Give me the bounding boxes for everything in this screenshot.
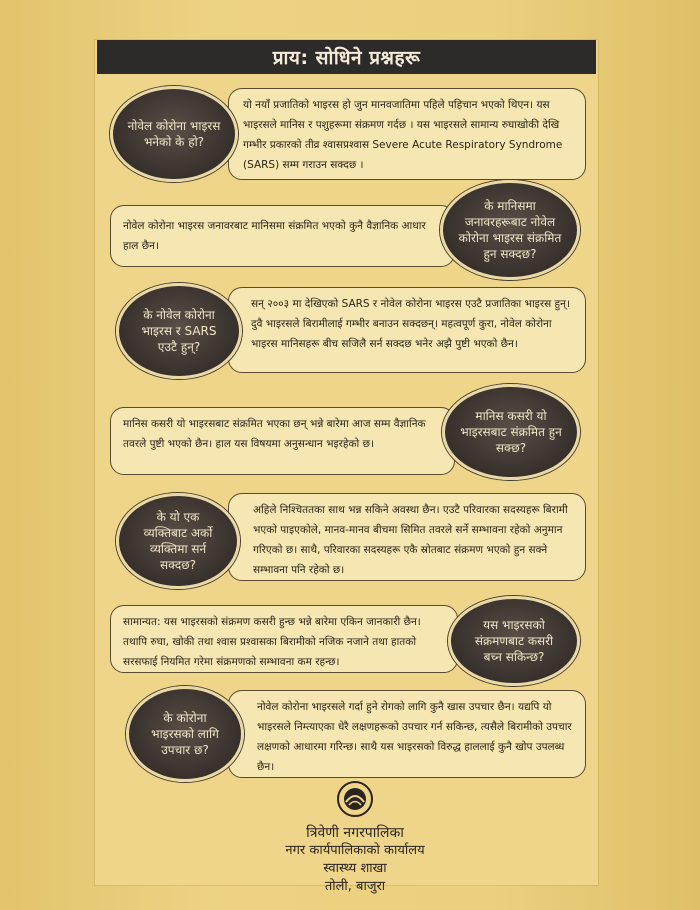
faq-answer-4 <box>110 407 455 475</box>
issuer-location: तोली, बाजुरा <box>324 879 386 894</box>
faq-answer-7 <box>228 690 586 778</box>
faq-answer-5-text: अहिले निश्चिततका साथ भन्न सकिने अवस्था छैन। एउटै परिवारका सदस्यहरू बिरामी भएको पाइएकोले, मानव-मानव बीचमा सिमित तवरले सर्ने सम्भावना रहेको अनुमान गरिएको छ। साथै, परिवारका सदस्यहरू एकै स्रोतबाट संक्रमण भएको हुन सक्ने सम्भावना पनि रहेको छ। <box>253 504 568 576</box>
faq-question-6-text: यस भाइरसको संक्रमणबाट कसरी बच्न सकिन्छ? <box>474 618 554 664</box>
issuer-branch: स्वास्थ्य शाखा <box>323 861 387 876</box>
faq-answer-4-text: मानिस कसरी यो भाइरसबाट संक्रमित भएका छन् भन्ने बारेमा आज सम्म वैज्ञानिक तवरले पुष्टी भएको छैन। हाल यस विषयमा अनुसन्धान भइरहेको छ। <box>123 418 426 450</box>
faq-question-5 <box>116 493 240 589</box>
poster-title: प्राय: सोधिने प्रश्नहरू <box>272 47 421 69</box>
faq-answer-6 <box>110 605 458 673</box>
faq-answer-1 <box>228 88 586 180</box>
faq-question-7 <box>126 686 244 782</box>
faq-question-4-text: मानिस कसरी यो भाइरसबाट संक्रमित हुन सक्छ? <box>460 409 562 455</box>
municipality-emblem-icon <box>336 780 374 818</box>
faq-question-5-text: के यो एक व्यक्तिबाट अर्को व्यक्तिमा सर्न सक्दछ? <box>143 510 213 572</box>
faq-question-1-text: नोवेल कोरोना भाइरस भनेको के हो? <box>127 119 221 149</box>
faq-question-2 <box>440 180 580 280</box>
faq-question-3-text: के नोवेल कोरोना भाइरस र SARS एउटै हुन्? <box>141 308 217 354</box>
issuer-block <box>270 780 440 896</box>
faq-answer-2 <box>110 205 455 267</box>
faq-answer-2-text: नोवेल कोरोना भाइरस जनावरबाट मानिसमा संक्रमित भएको कुनै वैज्ञानिक आधार हाल छैन। <box>123 220 426 252</box>
faq-question-2-text: के मानिसमा जनावरहरूबाट नोवेल कोरोना भाइरस संक्रमित हुन सक्दछ? <box>458 199 562 261</box>
faq-question-7-text: के कोरोना भाइरसको लागि उपचार छ? <box>151 711 219 757</box>
faq-answer-7-text: नोवेल कोरोना भाइरसले गर्दा हुने रोगको लागि कुनै खास उपचार छैन। यद्यपि यो भाइरसले निम्त्याएका धेरै लक्षणहरूको उपचार गर्न सकिन्छ, त्यसैले बिरामीको उपचार लक्षणको आधारमा गरिन्छ। साथै यस भाइरसको विरुद्ध हाललाई कुनै खोप उपलब्ध छैन। <box>257 701 572 773</box>
faq-question-3 <box>116 283 242 379</box>
faq-answer-3 <box>228 287 586 373</box>
faq-answer-5 <box>228 493 586 581</box>
faq-answer-1-text: यो नयाँ प्रजातिको भाइरस हो जुन मानवजातिमा पहिले पहिचान भएको थिएन। यस भाइरसले मानिस र पशुहरूमा संक्रमण गर्दछ । यस भाइरसले सामान्य रुघाखोकी देखि गम्भीर प्रकारको तीव्र श्वासप्रश्वास Severe Acute Respiratory Syndrome (SARS) सम्म गराउन सक्दछ । <box>243 99 563 171</box>
issuer-name: त्रिवेणी नगरपालिका <box>306 825 404 841</box>
faq-question-4 <box>442 384 580 480</box>
faq-question-1 <box>110 86 238 182</box>
faq-question-6 <box>448 596 580 686</box>
faq-answer-3-text: सन् २००३ मा देखिएको SARS र नोवेल कोरोना भाइरस एउटै प्रजातिका भाइरस हुन्। दुवै भाइरसले बिरामीलाई गम्भीर बनाउन सक्दछन्। महत्वपूर्ण कुरा, नोवेल कोरोना भाइरस मानिसहरू बीच सजिलै सर्न सक्दछ भनेर अझै पुष्टी भएको छैन। <box>251 298 570 350</box>
faq-answer-6-text: सामान्यत: यस भाइरसको संक्रमण कसरी हुन्छ भन्ने बारेमा एकिन जानकारी छैन। तथापि रुघा, खोकी तथा श्वास प्रश्वासका बिरामीको नजिक नजाने तथा हातको सरसफाई नियमित गरेमा संक्रमणको सम्भावना कम रहन्छ। <box>123 616 421 668</box>
poster-header <box>97 40 596 74</box>
issuer-office: नगर कार्यपालिकाको कार्यालय <box>285 843 425 858</box>
